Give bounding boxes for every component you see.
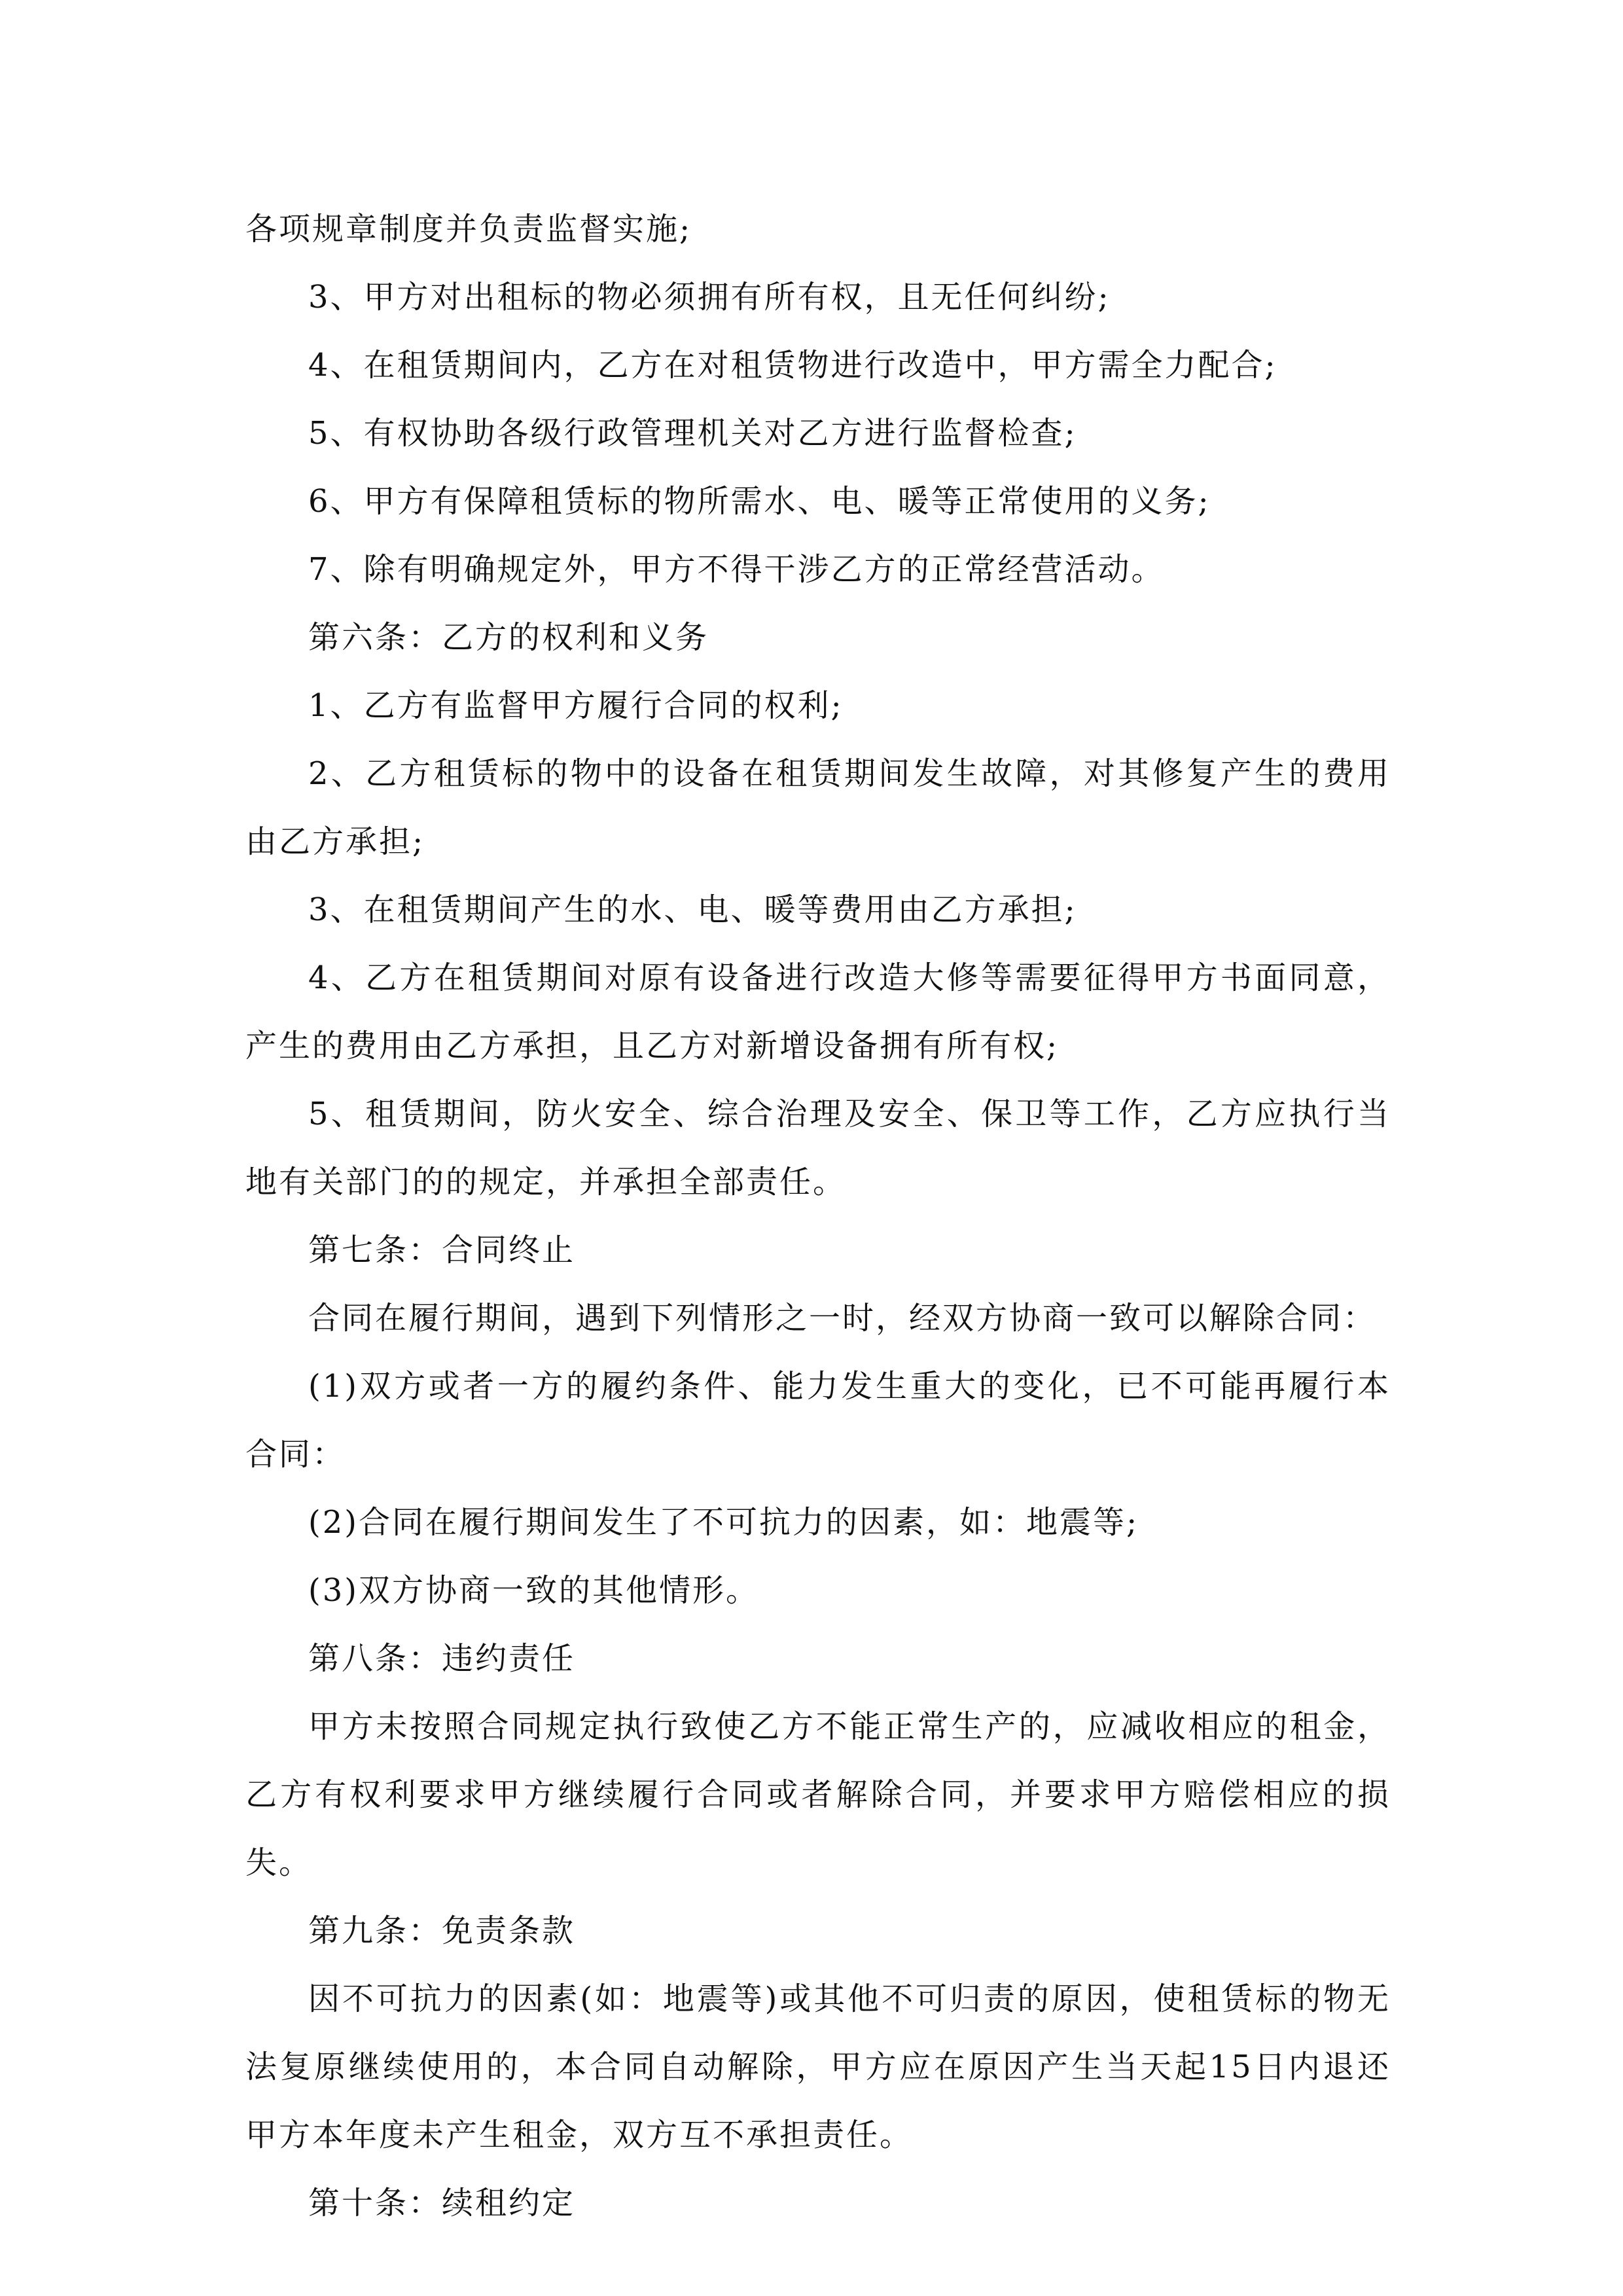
paragraph-continuation: 各项规章制度并负责监督实施; — [245, 211, 692, 247]
paragraph-article-7-case-3: (3)双方协商一致的其他情形。 — [308, 1572, 759, 1609]
paragraph-clause-6-item-1: 1、乙方有监督甲方履行合同的权利; — [308, 687, 844, 724]
paragraph-clause-6-item-4: 4、乙方在租赁期间对原有设备进行改造大修等需要征得甲方书面同意，产生的费用由乙方承担，且乙方对新增设备拥有所有权; — [245, 960, 1391, 1064]
document-body — [245, 195, 1391, 2237]
paragraph-clause-6-item-2: 2、乙方租赁标的物中的设备在租赁期间发生故障，对其修复产生的费用由乙方承担; — [245, 755, 1391, 860]
paragraph-clause-6-item-5: 5、租赁期间，防火安全、综合治理及安全、保卫等工作，乙方应执行当地有关部门的的规定，并承担全部责任。 — [245, 1096, 1391, 1200]
paragraph-clause-5-item-6: 6、甲方有保障租赁标的物所需水、电、暖等正常使用的义务; — [308, 483, 1211, 520]
heading-article-9: 第九条：免责条款 — [308, 1912, 576, 1949]
heading-article-10: 第十条：续租约定 — [308, 2185, 576, 2221]
paragraph-article-8-body: 甲方未按照合同规定执行致使乙方不能正常生产的，应减收相应的租金，乙方有权利要求甲方继续履行合同或者解除合同，并要求甲方赔偿相应的损失。 — [245, 1708, 1391, 1881]
paragraph-clause-5-item-5: 5、有权协助各级行政管理机关对乙方进行监督检查; — [308, 415, 1077, 452]
paragraph-article-9-body: 因不可抗力的因素(如：地震等)或其他不可归责的原因，使租赁标的物无法复原继续使用的，本合同自动解除，甲方应在原因产生当天起15日内退还甲方本年度未产生租金，双方互不承担责任。 — [245, 1981, 1391, 2153]
paragraph-clause-5-item-7: 7、除有明确规定外，甲方不得干涉乙方的正常经营活动。 — [308, 551, 1165, 588]
paragraph-article-7-case-1: (1)双方或者一方的履约条件、能力发生重大的变化，已不可能再履行本合同： — [245, 1368, 1391, 1473]
paragraph-clause-5-item-3: 3、甲方对出租标的物必须拥有所有权，且无任何纠纷; — [308, 279, 1111, 315]
paragraph-clause-5-item-4: 4、在租赁期间内，乙方在对租赁物进行改造中，甲方需全力配合; — [308, 347, 1277, 384]
paragraph-article-7-case-2: (2)合同在履行期间发生了不可抗力的因素，如：地震等; — [308, 1504, 1139, 1541]
paragraph-clause-6-item-3: 3、在租赁期间产生的水、电、暖等费用由乙方承担; — [308, 891, 1077, 928]
heading-article-6: 第六条：乙方的权利和义务 — [308, 619, 709, 656]
heading-article-8: 第八条：违约责任 — [308, 1640, 576, 1677]
heading-article-7: 第七条：合同终止 — [308, 1232, 576, 1268]
paragraph-article-7-intro: 合同在履行期间，遇到下列情形之一时，经双方协商一致可以解除合同： — [308, 1300, 1377, 1336]
